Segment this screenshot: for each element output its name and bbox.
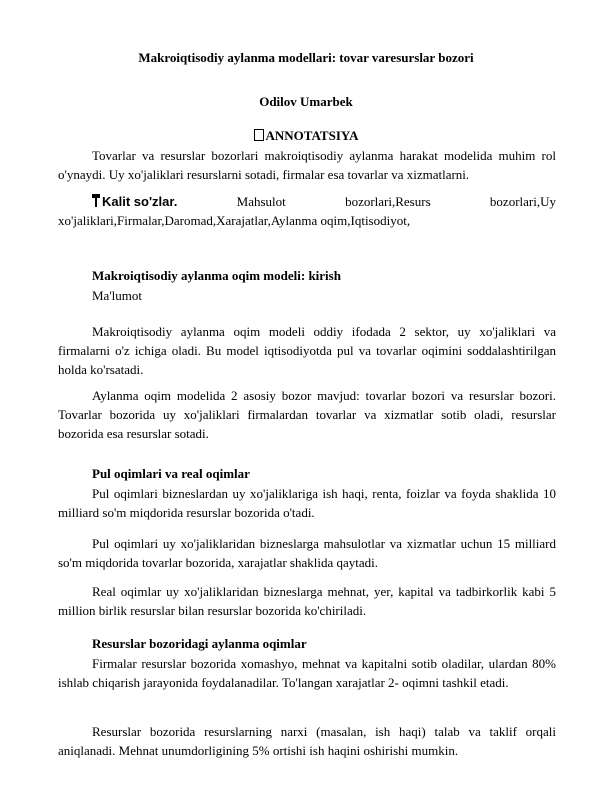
keywords-line-2: xo'jaliklari,Firmalar,Daromad,Xarajatlar,Aylanma oqim,Iqtisodiyot,	[58, 213, 411, 228]
body-paragraph: Firmalar resurslar bozorida xomashyo, mehnat va kapitalni sotib oladilar, ulardan 80% ishlab chiqarish jarayonida foydalanadilar. To'langan xarajatlar 2- oqimni tashkil etadi.	[58, 656, 556, 690]
keyword-item: Mahsulot	[236, 194, 286, 209]
author-name: Odilov Umarbek	[259, 94, 353, 109]
key-icon	[92, 194, 100, 207]
section-heading: Pul oqimlari va real oqimlar	[92, 466, 250, 481]
keywords-label-group	[92, 192, 177, 211]
section-subheading: Ma'lumot	[92, 288, 143, 303]
body-paragraph: Aylanma oqim modelida 2 asosiy bozor mavjud: tovarlar bozori va resurslar bozori. Tovarlar bozorida uy xo'jaliklari firmalardan tovarlar va xizmatlar sotib oladi, resurslar bozorida esa resurslar sotadi.	[58, 388, 556, 441]
body-paragraph: Pul oqimlari bizneslardan uy xo'jaliklariga ish haqi, renta, foizlar va foyda shaklida 10 milliard so'm miqdorida resurslar bozorida o'tadi.	[58, 486, 556, 520]
body-paragraph: Resurslar bozorida resurslarning narxi (masalan, ish haqi) talab va taklif orqali aniqlanadi. Mehnat unumdorligining 5% ortishi ish haqini oshirishi mumkin.	[58, 724, 556, 758]
keyword-item: bozorlari,Uy	[489, 194, 556, 209]
abstract-heading-row	[0, 128, 612, 144]
section-heading: Resurslar bozoridagi aylanma oqimlar	[92, 636, 307, 651]
abstract-heading: ANNOTATSIYA	[265, 128, 359, 143]
keywords-line-1	[58, 192, 556, 211]
abstract-text: Tovarlar va resurslar bozorlari makroiqtisodiy aylanma harakat modelida muhim rol o'ynaydi. Uy xo'jaliklari resurslarni sotadi, firmalar esa tovarlar va xizmatlarni.	[58, 148, 556, 182]
keywords-label: Kalit so'zlar.	[102, 194, 178, 209]
keywords-block	[58, 192, 556, 230]
keyword-item: bozorlari,Resurs	[345, 194, 431, 209]
document-title: Makroiqtisodiy aylanma modellari: tovar varesurslar bozori	[138, 50, 474, 65]
section-heading: Makroiqtisodiy aylanma oqim modeli: kirish	[92, 268, 341, 283]
missing-glyph-icon	[254, 129, 264, 141]
body-paragraph: Real oqimlar uy xo'jaliklaridan bizneslarga mehnat, yer, kapital va tadbirkorlik kabi 5 million birlik resurslar bilan resurslar bozorida ko'chiriladi.	[58, 584, 556, 618]
body-paragraph: Pul oqimlari uy xo'jaliklaridan bizneslarga mahsulotlar va xizmatlar uchun 15 milliard so'm miqdorida tovarlar bozorida, xarajatlar shaklida qaytadi.	[58, 536, 556, 570]
body-paragraph: Makroiqtisodiy aylanma oqim modeli oddiy ifodada 2 sektor, uy xo'jaliklari va firmalarni o'z ichiga oladi. Bu model iqtisodiyotda pul va tovarlar oqimini soddalashtirilgan holda ko'rsatadi.	[58, 324, 556, 377]
